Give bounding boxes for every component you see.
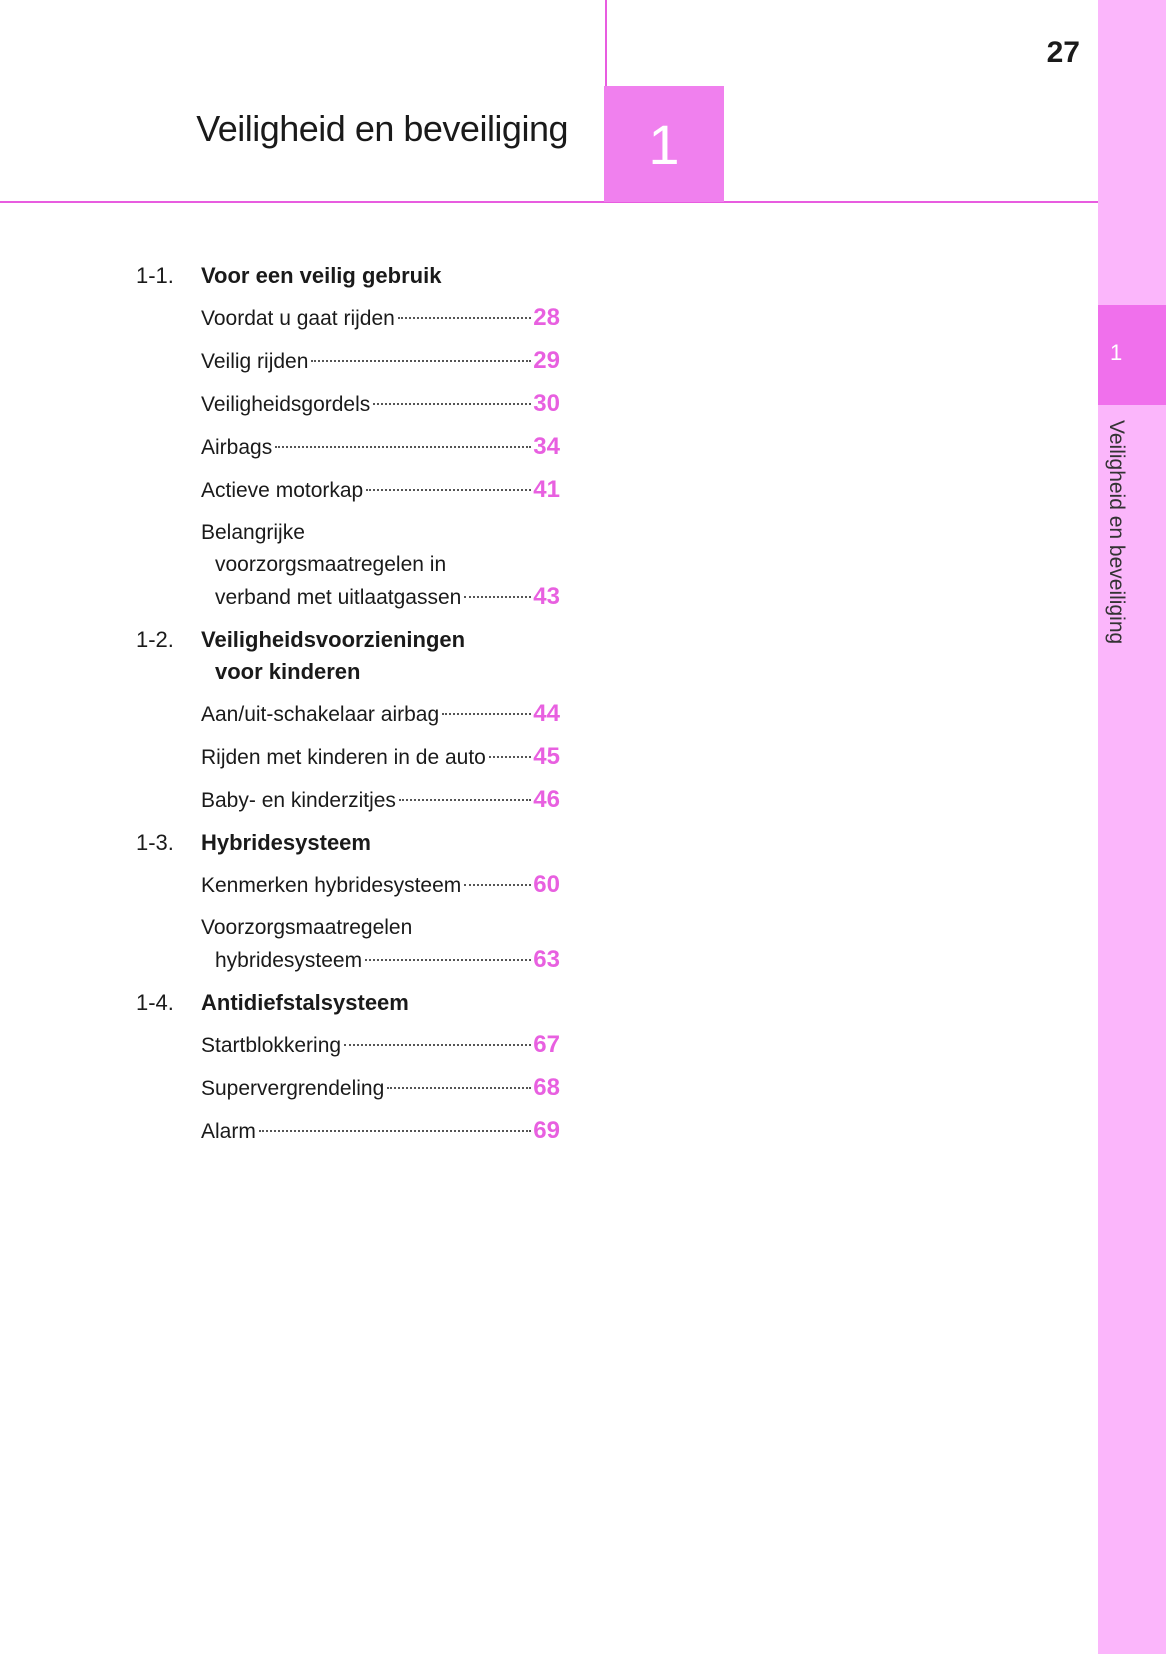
chapter-side-tab <box>1098 0 1166 1654</box>
dot-leader <box>373 403 531 405</box>
toc-entry[interactable] <box>201 388 560 421</box>
chapter-title: Veiligheid en beveiliging <box>196 108 568 149</box>
section-title-line: voor kinderen <box>215 659 361 684</box>
dot-leader <box>275 446 531 448</box>
dot-leader <box>442 713 531 715</box>
entry-title: Voordat u gaat rijden <box>201 307 395 330</box>
toc-entry[interactable] <box>201 345 560 378</box>
page-number: 27 <box>1046 36 1080 69</box>
dot-leader <box>311 360 531 362</box>
entry-page: 41 <box>533 476 560 503</box>
entry-title: Supervergrendeling <box>201 1077 385 1100</box>
section-number: 1-1. <box>136 263 174 288</box>
header-divider-horizontal <box>0 201 1098 203</box>
toc-entry[interactable] <box>201 1115 560 1148</box>
entry-page: 29 <box>533 347 560 374</box>
entry-page: 46 <box>533 786 560 813</box>
entry-title: Startblokkering <box>201 1034 342 1057</box>
entry-page: 28 <box>533 304 560 331</box>
toc-section-1-2 <box>136 624 560 817</box>
entry-page: 34 <box>533 433 560 460</box>
toc-entry[interactable] <box>201 474 560 507</box>
entry-title: Alarm <box>201 1120 256 1143</box>
chapter-number: 1 <box>648 112 680 176</box>
entry-page: 69 <box>533 1117 560 1144</box>
section-title: Voor een veilig gebruik <box>201 263 442 288</box>
toc-section-1-1 <box>136 260 560 614</box>
entry-title: Veiligheidsgordels <box>201 393 371 416</box>
entry-title: Actieve motorkap <box>201 479 364 502</box>
entry-page: 63 <box>533 946 560 973</box>
entry-page: 43 <box>533 583 560 610</box>
toc-entry[interactable] <box>201 869 560 902</box>
entry-page: 68 <box>533 1074 560 1101</box>
toc-entry[interactable] <box>201 431 560 464</box>
entry-title: Rijden met kinderen in de auto <box>201 746 486 769</box>
toc-entry[interactable] <box>201 912 560 977</box>
entry-title: verband met uitlaatgassen <box>215 586 462 609</box>
toc-entry[interactable] <box>201 1029 560 1062</box>
entry-page: 30 <box>533 390 560 417</box>
dot-leader <box>387 1087 531 1089</box>
entry-title: Baby- en kinderzitjes <box>201 789 396 812</box>
section-number: 1-2. <box>136 627 174 652</box>
entry-page: 60 <box>533 871 560 898</box>
toc-section-1-4 <box>136 987 560 1148</box>
table-of-contents <box>136 260 560 1158</box>
entry-title: Airbags <box>201 436 273 459</box>
side-tab-number: 1 <box>1110 340 1123 365</box>
toc-entry[interactable] <box>201 517 560 614</box>
dot-leader <box>365 959 531 961</box>
toc-entry[interactable] <box>201 698 560 731</box>
section-heading[interactable] <box>136 624 560 688</box>
section-title: Hybridesysteem <box>201 830 371 855</box>
toc-section-1-3 <box>136 827 560 977</box>
header-divider-vertical <box>605 0 607 86</box>
section-title: Antidiefstalsysteem <box>201 990 409 1015</box>
toc-entry[interactable] <box>201 1072 560 1105</box>
dot-leader <box>366 489 531 491</box>
dot-leader <box>344 1044 531 1046</box>
entry-title: hybridesysteem <box>215 949 363 972</box>
entry-title: Aan/uit-schakelaar airbag <box>201 703 440 726</box>
entry-title-line: Belangrijke <box>201 521 305 544</box>
section-heading[interactable] <box>136 260 560 292</box>
dot-leader <box>398 317 531 319</box>
dot-leader <box>399 799 531 801</box>
dot-leader <box>464 596 531 598</box>
section-number: 1-3. <box>136 830 174 855</box>
dot-leader <box>489 756 531 758</box>
dot-leader <box>464 884 531 886</box>
dot-leader <box>259 1130 531 1132</box>
active-chapter-tab[interactable] <box>1098 305 1166 405</box>
side-tab-label: Veiligheid en beveiliging <box>1105 420 1128 645</box>
section-heading[interactable] <box>136 827 560 859</box>
entry-page: 44 <box>533 700 560 727</box>
section-heading[interactable] <box>136 987 560 1019</box>
entry-title: Kenmerken hybridesysteem <box>201 874 462 897</box>
section-title <box>201 624 560 688</box>
toc-entry[interactable] <box>201 302 560 335</box>
chapter-number-box <box>604 86 724 202</box>
section-title-line: Veiligheidsvoorzieningen <box>201 627 466 652</box>
toc-entry[interactable] <box>201 784 560 817</box>
section-number: 1-4. <box>136 990 174 1015</box>
entry-page: 67 <box>533 1031 560 1058</box>
entry-title-line: Voorzorgsmaatregelen <box>201 916 413 939</box>
entry-title: Veilig rijden <box>201 350 309 373</box>
entry-title-line: voorzorgsmaatregelen in <box>215 553 447 576</box>
entry-page: 45 <box>533 743 560 770</box>
toc-entry[interactable] <box>201 741 560 774</box>
